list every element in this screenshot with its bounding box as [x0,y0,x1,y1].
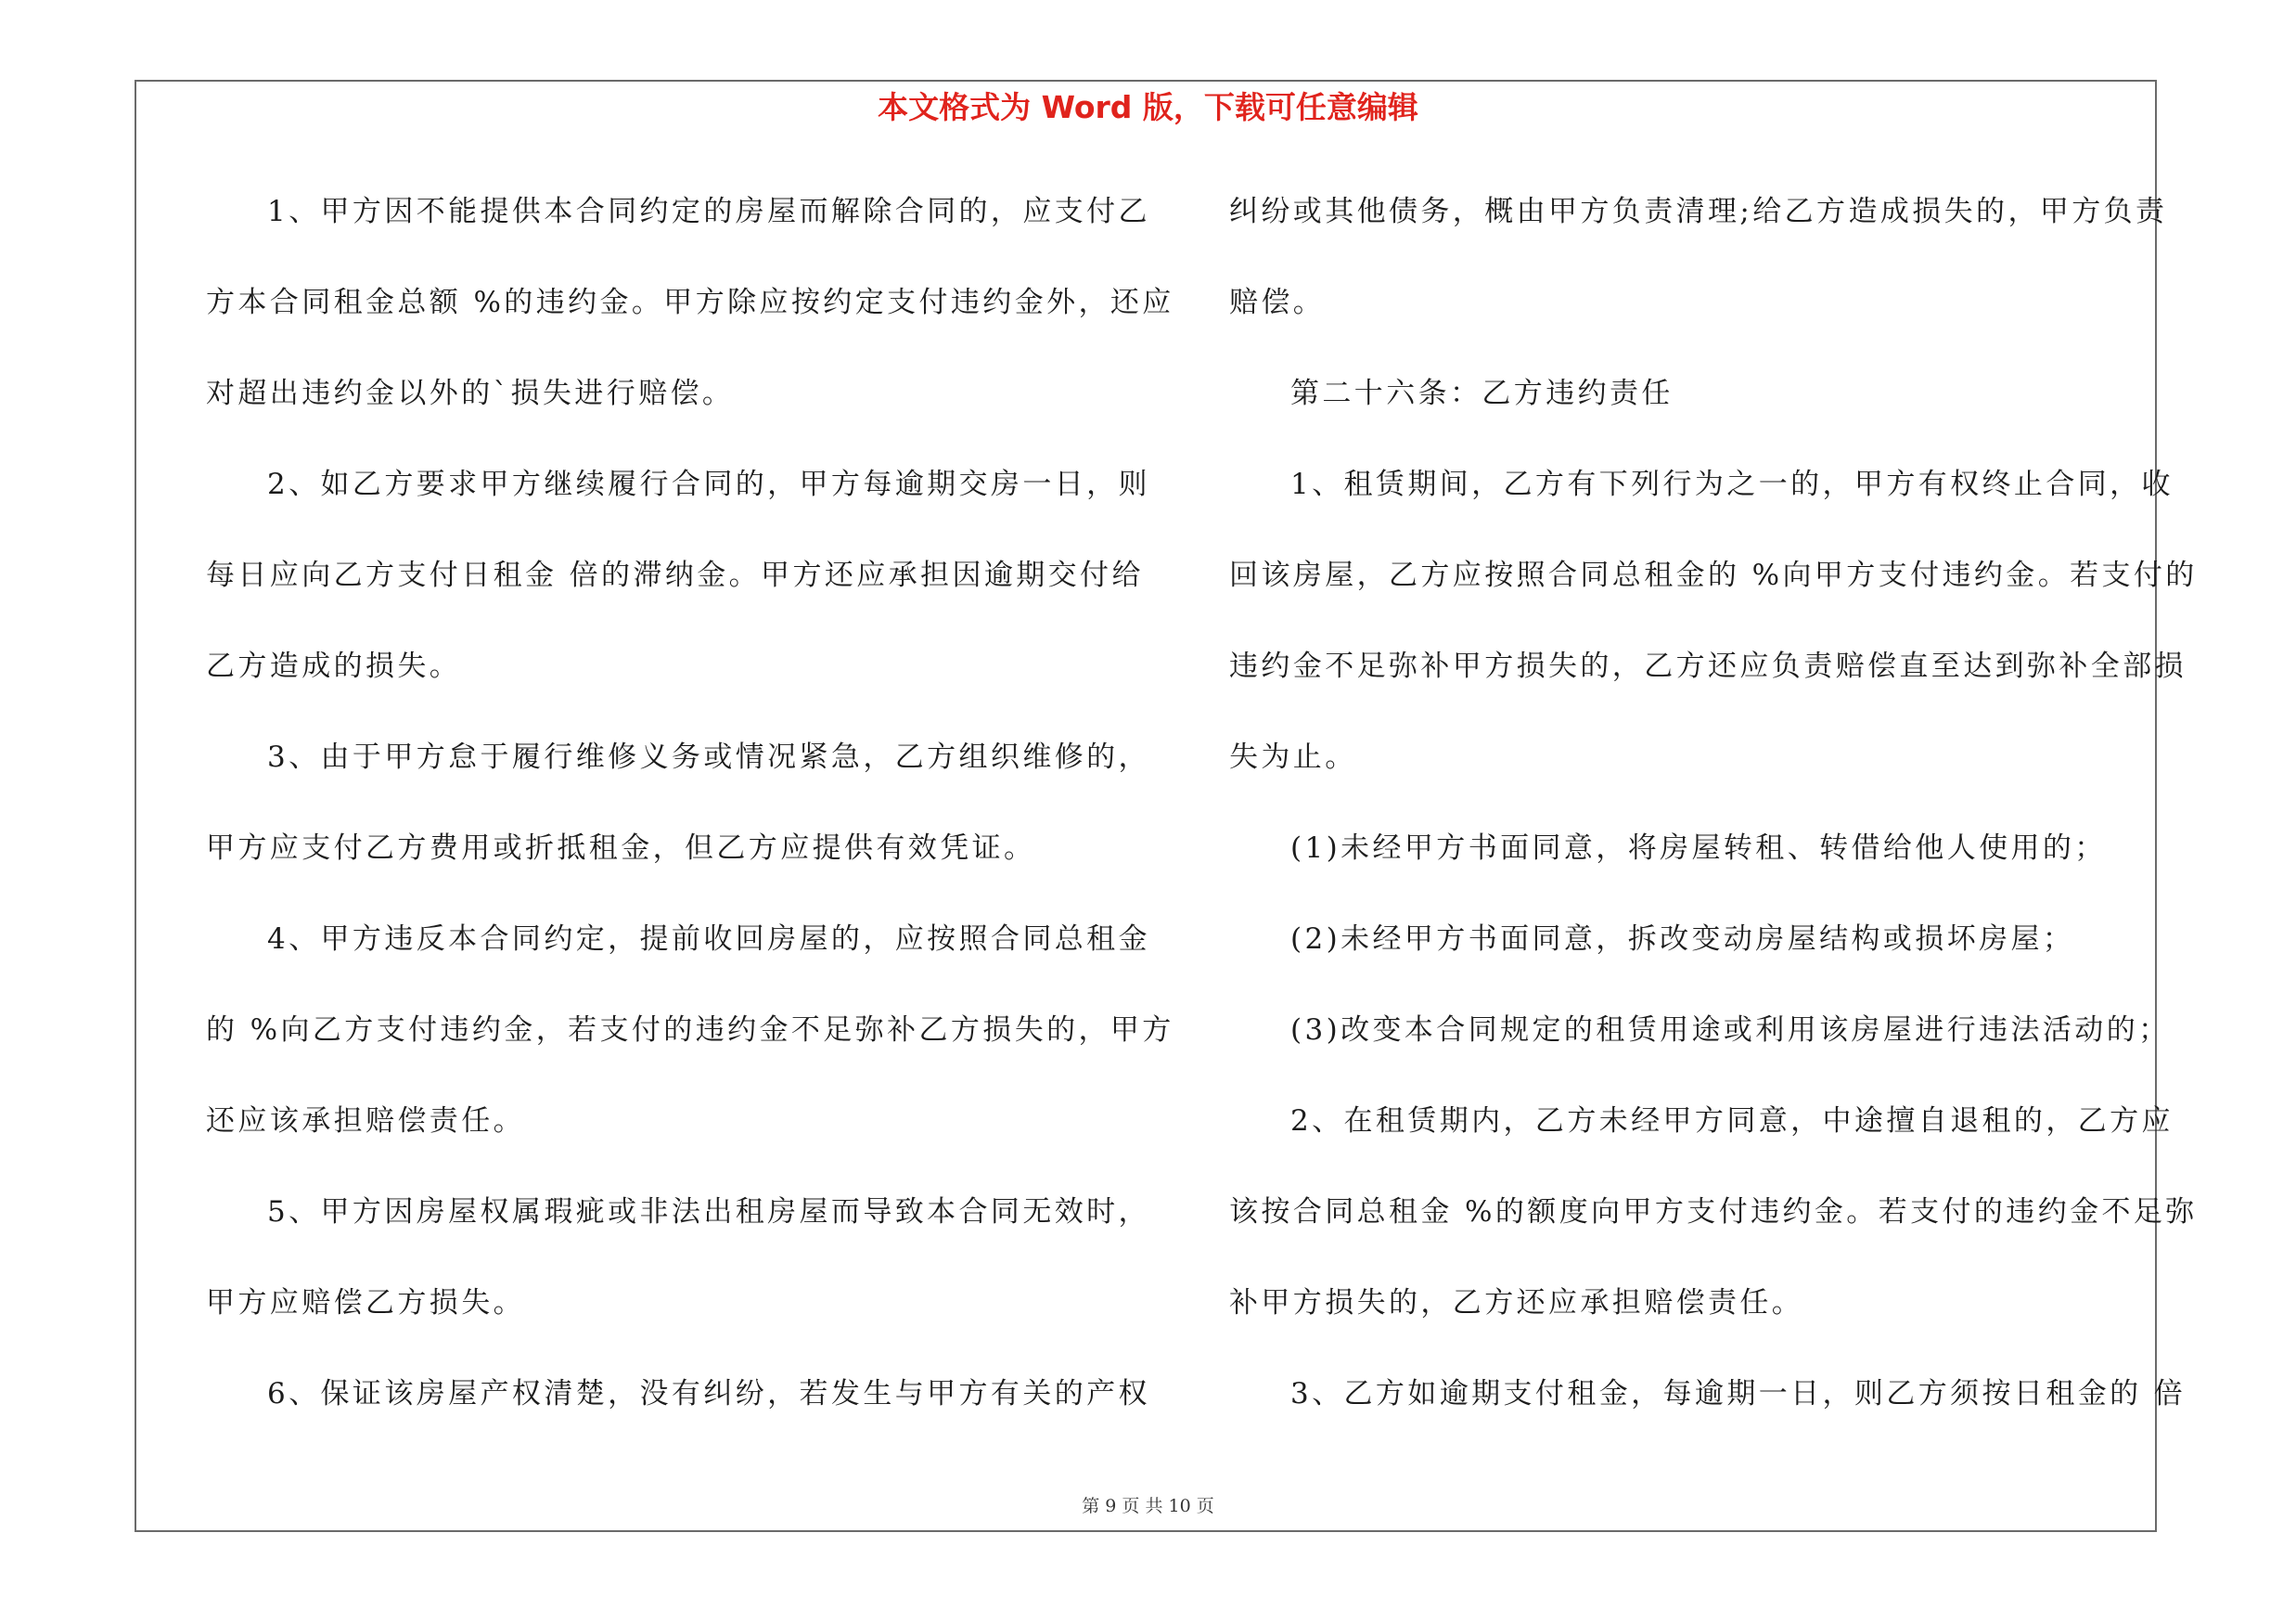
left-line-13: 甲方应赔偿乙方损失。 [206,1286,525,1320]
right-line-4: 1、租赁期间，乙方有下列行为之一的，甲方有权终止合同，收 [1290,468,2174,501]
right-line-8: (1)未经甲方书面同意，将房屋转租、转借给他人使用的； [1290,831,2107,865]
left-line-2: 方本合同租金总额 %的违约金。甲方除应按约定支付违约金外，还应 [206,286,1174,319]
left-line-10: 的 %向乙方支付违约金，若支付的违约金不足弥补乙方损失的，甲方 [206,1013,1174,1047]
right-line-14: 3、乙方如逾期支付租金，每逾期一日，则乙方须按日租金的 倍 [1290,1377,2187,1410]
left-line-11: 还应该承担赔偿责任。 [206,1104,525,1138]
right-line-10: (3)改变本合同规定的租赁用途或利用该房屋进行违法活动的； [1290,1013,2171,1047]
left-line-6: 乙方造成的损失。 [206,650,462,683]
right-line-9: (2)未经甲方书面同意，拆改变动房屋结构或损坏房屋； [1290,922,2075,956]
right-line-2: 赔偿。 [1229,286,1326,319]
left-line-12: 5、甲方因房屋权属瑕疵或非法出租房屋而导致本合同无效时， [267,1195,1150,1229]
right-line-7: 失为止。 [1229,741,1357,774]
left-text-column [206,184,1174,1457]
left-line-14: 6、保证该房屋产权清楚，没有纠纷，若发生与甲方有关的产权 [267,1377,1150,1410]
page-number-footer: 第 9 页 共 10 页 [1082,1496,1214,1516]
document-header-title: 本文格式为 Word 版，下载可任意编辑 [878,89,1418,125]
left-line-4: 2、如乙方要求甲方继续履行合同的，甲方每逾期交房一日，则 [267,468,1150,501]
left-line-1: 1、甲方因不能提供本合同约定的房屋而解除合同的，应支付乙 [267,195,1150,228]
left-line-5: 每日应向乙方支付日租金 倍的滞纳金。甲方还应承担因逾期交付给 [206,559,1144,592]
right-line-12: 该按合同总租金 %的额度向甲方支付违约金。若支付的违约金不足弥 [1229,1195,2198,1229]
right-line-13: 补甲方损失的，乙方还应承担赔偿责任。 [1229,1286,1804,1320]
left-line-9: 4、甲方违反本合同约定，提前收回房屋的，应按照合同总租金 [267,922,1150,956]
right-line-6: 违约金不足弥补甲方损失的，乙方还应负责赔偿直至达到弥补全部损 [1229,650,2187,683]
left-line-3: 对超出违约金以外的`损失进行赔偿。 [206,377,735,410]
left-line-7: 3、由于甲方怠于履行维修义务或情况紧急，乙方组织维修的， [267,741,1150,774]
left-line-8: 甲方应支付乙方费用或折抵租金，但乙方应提供有效凭证。 [206,831,1036,865]
right-line-1: 纠纷或其他债务，概由甲方负责清理;给乙方造成损失的，甲方负责 [1229,195,2168,228]
right-line-3: 第二十六条：乙方违约责任 [1290,377,1674,410]
right-line-11: 2、在租赁期内，乙方未经甲方同意，中途擅自退租的，乙方应 [1290,1104,2174,1138]
right-line-5: 回该房屋，乙方应按照合同总租金的 %向甲方支付违约金。若支付的 [1229,559,2198,592]
right-text-column [1229,184,2198,1457]
